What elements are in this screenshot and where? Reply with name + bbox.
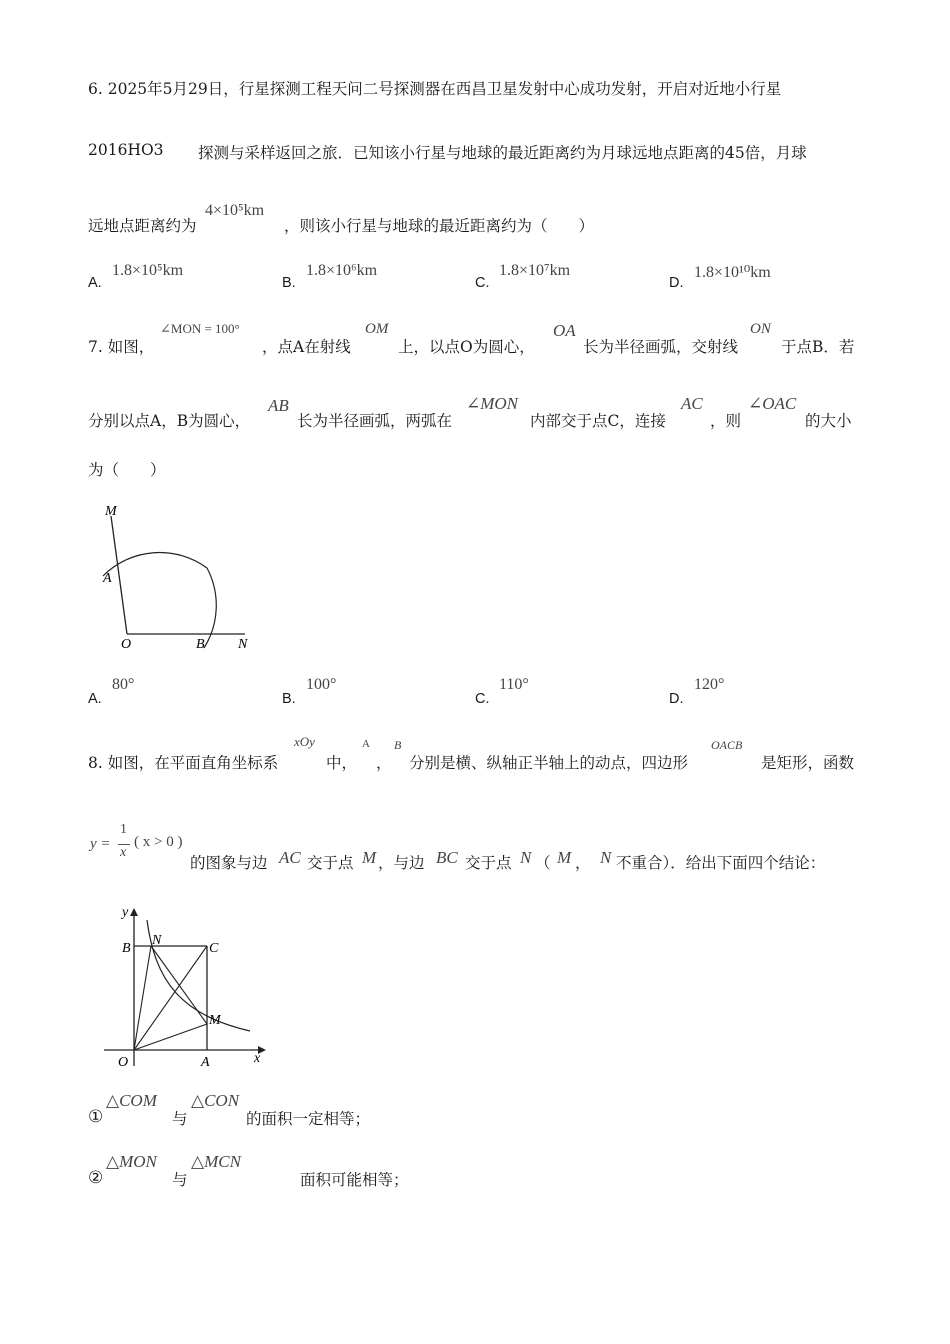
q8-text-11: ，: [575, 854, 591, 872]
q6-option-d-letter[interactable]: D.: [669, 275, 684, 291]
q6-line2: 探测与采样返回之旅．已知该小行星与地球的最近距离约为月球远地点距离的45倍，月球: [198, 144, 807, 162]
q7-option-c-value: 110°: [499, 676, 529, 693]
q7-text-2: ，点A在射线: [262, 338, 351, 356]
q7-angle-mon-100: ∠MON = 100°: [160, 321, 240, 336]
q7-option-a-letter[interactable]: A.: [88, 691, 102, 707]
q7-angle-oac: ∠OAC: [748, 394, 797, 413]
q7-text-7: 长为半径画弧，两弧在: [297, 412, 453, 430]
label-a: A: [201, 1055, 210, 1070]
q7-text-1: 7. 如图，: [88, 338, 155, 356]
conclusion-2-mark: ②: [88, 1168, 104, 1188]
q7-option-b-value: 100°: [306, 676, 337, 693]
q8-text-4: 分别是横、纵轴正半轴上的动点，四边形: [409, 754, 689, 772]
segment-on: [134, 946, 151, 1050]
q7-text-3: 上，以点O为圆心，: [398, 338, 535, 356]
label-x: x: [254, 1051, 261, 1066]
q8-m: M: [362, 848, 377, 867]
q6-option-c-letter[interactable]: C.: [475, 275, 490, 291]
q8-text-10: （: [535, 854, 551, 872]
q6-option-b-letter[interactable]: B.: [282, 275, 296, 291]
q8-text-5: 是矩形，函数: [761, 754, 855, 772]
q6-line3-post: ，则该小行星与地球的最近距离约为（ ）: [284, 217, 595, 235]
q7-text-11: 为（ ）: [88, 461, 166, 479]
q8-n2: N: [600, 848, 612, 867]
segment-om: [134, 1024, 207, 1050]
conclusion-1-mark: ①: [88, 1107, 104, 1127]
q7-text-6: 分别以点A，B为圆心，: [88, 412, 251, 430]
conclusion-2-text: 面积可能相等；: [300, 1171, 409, 1189]
label-a: A: [103, 571, 112, 586]
q6-code: 2016HO3: [88, 141, 164, 159]
q8-text-12: 不重合）．给出下面四个结论：: [616, 854, 826, 872]
label-m: M: [209, 1013, 221, 1028]
q8-function: [90, 822, 192, 872]
q8-point-b: B: [394, 738, 402, 752]
q8-n: N: [520, 848, 532, 867]
q7-oa: OA: [553, 321, 576, 340]
func-condition: ( x > 0 ): [134, 834, 183, 850]
q7-text-9: ，则: [710, 412, 742, 430]
func-numerator: 1: [120, 822, 127, 837]
q7-figure: [95, 498, 265, 658]
q6-option-b-value: 1.8×10⁶km: [306, 262, 378, 279]
func-denominator: x: [120, 845, 127, 860]
q8-figure: [100, 900, 270, 1072]
q7-text-4: 长为半径画弧，交射线: [583, 338, 739, 356]
q6-option-a-letter[interactable]: A.: [88, 275, 102, 291]
q8-text-6: 的图象与边: [190, 854, 268, 872]
q6-line3-pre: 远地点距离约为: [88, 217, 197, 235]
q8-ac: AC: [279, 848, 301, 867]
label-y: y: [122, 905, 129, 920]
q8-bc: BC: [436, 848, 458, 867]
q8-text-2: 中，: [326, 754, 358, 772]
label-b: B: [122, 941, 131, 956]
label-o: O: [121, 637, 132, 652]
q8-point-a: A: [362, 738, 370, 750]
q6-option-a-value: 1.8×10⁵km: [112, 262, 184, 279]
q7-option-a-value: 80°: [112, 676, 135, 693]
q6-option-c-value: 1.8×10⁷km: [499, 262, 571, 279]
q8-text-9: 交于点: [465, 854, 512, 872]
q7-ac: AC: [681, 394, 703, 413]
q7-on: ON: [750, 321, 771, 337]
conclusion-2-triangle-mon: △MON: [106, 1152, 157, 1171]
label-n: N: [238, 637, 248, 652]
q8-m2: M: [557, 848, 572, 867]
q7-option-d-letter[interactable]: D.: [669, 691, 684, 707]
q6-option-d-value: 1.8×10¹⁰km: [694, 264, 771, 281]
conclusion-1-and: 与: [172, 1110, 188, 1128]
q7-option-b-letter[interactable]: B.: [282, 691, 296, 707]
q7-om: OM: [365, 321, 389, 337]
q7-angle-mon: ∠MON: [466, 394, 519, 413]
q8-text-8: ，与边: [378, 854, 425, 872]
q6-distance: 4×10⁵km: [205, 202, 265, 219]
label-m: M: [105, 504, 117, 519]
conclusion-2-triangle-mcn: △MCN: [191, 1152, 241, 1171]
label-c: C: [209, 941, 219, 956]
conclusion-2-and: 与: [172, 1171, 188, 1189]
q8-oacb: OACB: [711, 738, 743, 752]
q7-option-d-value: 120°: [694, 676, 725, 693]
label-b: B: [196, 637, 205, 652]
q8-text-1: 8. 如图，在平面直角坐标系: [88, 754, 279, 772]
segment-oc: [134, 946, 207, 1050]
conclusion-1-text: 的面积一定相等；: [246, 1110, 371, 1128]
q8-text-3: ，: [376, 754, 392, 772]
q7-text-5: 于点B．若: [781, 338, 855, 356]
q8-xoy: xOy: [294, 734, 315, 749]
label-n: N: [152, 933, 162, 948]
q7-text-8: 内部交于点C，连接: [530, 412, 666, 430]
q7-text-10: 的大小: [805, 412, 852, 430]
q6-line1: 6. 2025年5月29日，行星探测工程天问二号探测器在西昌卫星发射中心成功发射，开启对近地小行星: [88, 80, 782, 98]
hyperbola: [147, 920, 250, 1031]
func-y: y =: [90, 836, 111, 852]
y-arrow-icon: [130, 908, 138, 916]
conclusion-1-triangle-com: △COM: [106, 1091, 157, 1110]
q7-option-c-letter[interactable]: C.: [475, 691, 490, 707]
label-o: O: [118, 1055, 129, 1070]
q8-text-7: 交于点: [307, 854, 354, 872]
conclusion-1-triangle-con: △CON: [191, 1091, 240, 1110]
q7-ab: AB: [268, 396, 289, 415]
ray-om: [111, 516, 127, 634]
